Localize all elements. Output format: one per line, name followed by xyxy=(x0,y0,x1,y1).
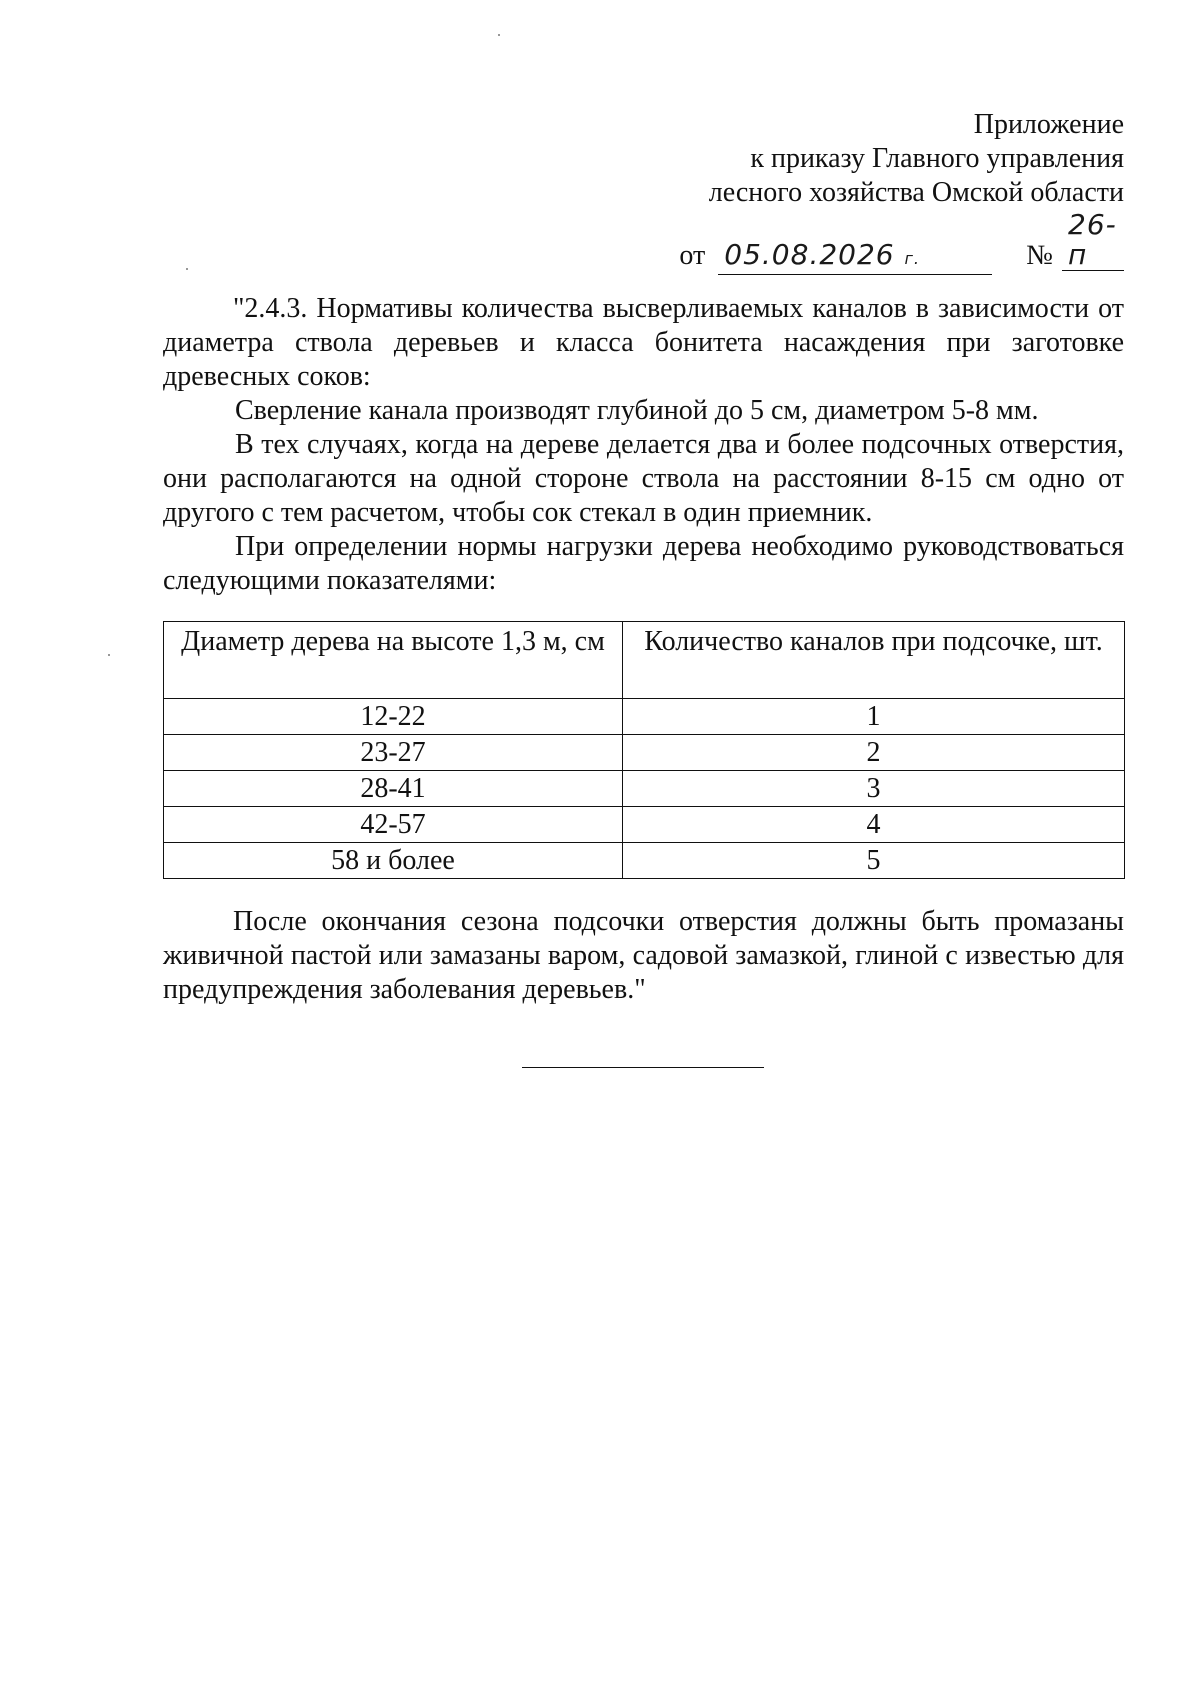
norms-table xyxy=(163,621,1125,879)
cell-diameter: 28-41 xyxy=(164,771,623,807)
table-row xyxy=(164,735,1125,771)
header-channels: Количество каналов при подсочке, шт. xyxy=(623,622,1125,699)
handwritten-date-value: 05.08.2026 xyxy=(724,238,895,271)
table-row xyxy=(164,807,1125,843)
order-date-number-line xyxy=(679,210,1124,275)
cell-channels: 5 xyxy=(623,843,1125,879)
scan-speck xyxy=(186,268,188,270)
paragraph-holes-placement: В тех случаях, когда на дереве делается два и более подсочных отверстия, они располагаются на одной стороне ствола на расстоянии 8-15 см одно от другого с тем расчетом, чтобы сок стекал в один приемник. xyxy=(163,429,1124,528)
cell-channels: 3 xyxy=(623,771,1125,807)
cell-diameter: 12-22 xyxy=(164,699,623,735)
paragraph-drilling: Сверление канала производят глубиной до 5 см, диаметром 5-8 мм. xyxy=(235,395,1039,426)
cell-diameter: 23-27 xyxy=(164,735,623,771)
scan-speck xyxy=(108,654,110,656)
cell-channels: 2 xyxy=(623,735,1125,771)
paragraph-after-season: После окончания сезона подсочки отверстия должны быть промазаны живичной пастой или замазаны варом, садовой замазкой, глиной с известью для предупреждения заболевания деревьев." xyxy=(163,906,1124,1005)
appendix-title: Приложение xyxy=(973,109,1124,140)
appendix-order-reference: к приказу Главного управления xyxy=(750,143,1124,174)
appendix-header xyxy=(679,108,1124,275)
table-header-row xyxy=(164,622,1125,699)
header-diameter: Диаметр дерева на высоте 1,3 м, см xyxy=(164,622,623,699)
handwritten-date xyxy=(718,240,992,275)
closing-text xyxy=(163,905,1124,1007)
table-row xyxy=(164,699,1125,735)
intro-text xyxy=(163,292,1124,598)
end-separator-line xyxy=(522,1067,764,1068)
cell-diameter: 58 и более xyxy=(164,843,623,879)
handwritten-number: 26-п xyxy=(1062,210,1124,271)
cell-diameter: 42-57 xyxy=(164,807,623,843)
table-row xyxy=(164,843,1125,879)
cell-channels: 1 xyxy=(623,699,1125,735)
appendix-authority: лесного хозяйства Омской области xyxy=(708,177,1124,208)
table-row xyxy=(164,771,1125,807)
scan-speck xyxy=(498,34,500,36)
cell-channels: 4 xyxy=(623,807,1125,843)
paragraph-load-norm: При определении нормы нагрузки дерева необходимо руководствоваться следующими показателями: xyxy=(163,531,1124,596)
year-suffix: г. xyxy=(904,249,921,268)
from-label: от xyxy=(679,240,706,271)
paragraph-norms-heading: "2.4.3. Нормативы количества высверливаемых каналов в зависимости от диаметра ствола деревьев и класса бонитета насаждения при заготовке древесных соков: xyxy=(163,293,1124,392)
number-label: № xyxy=(1026,240,1053,271)
